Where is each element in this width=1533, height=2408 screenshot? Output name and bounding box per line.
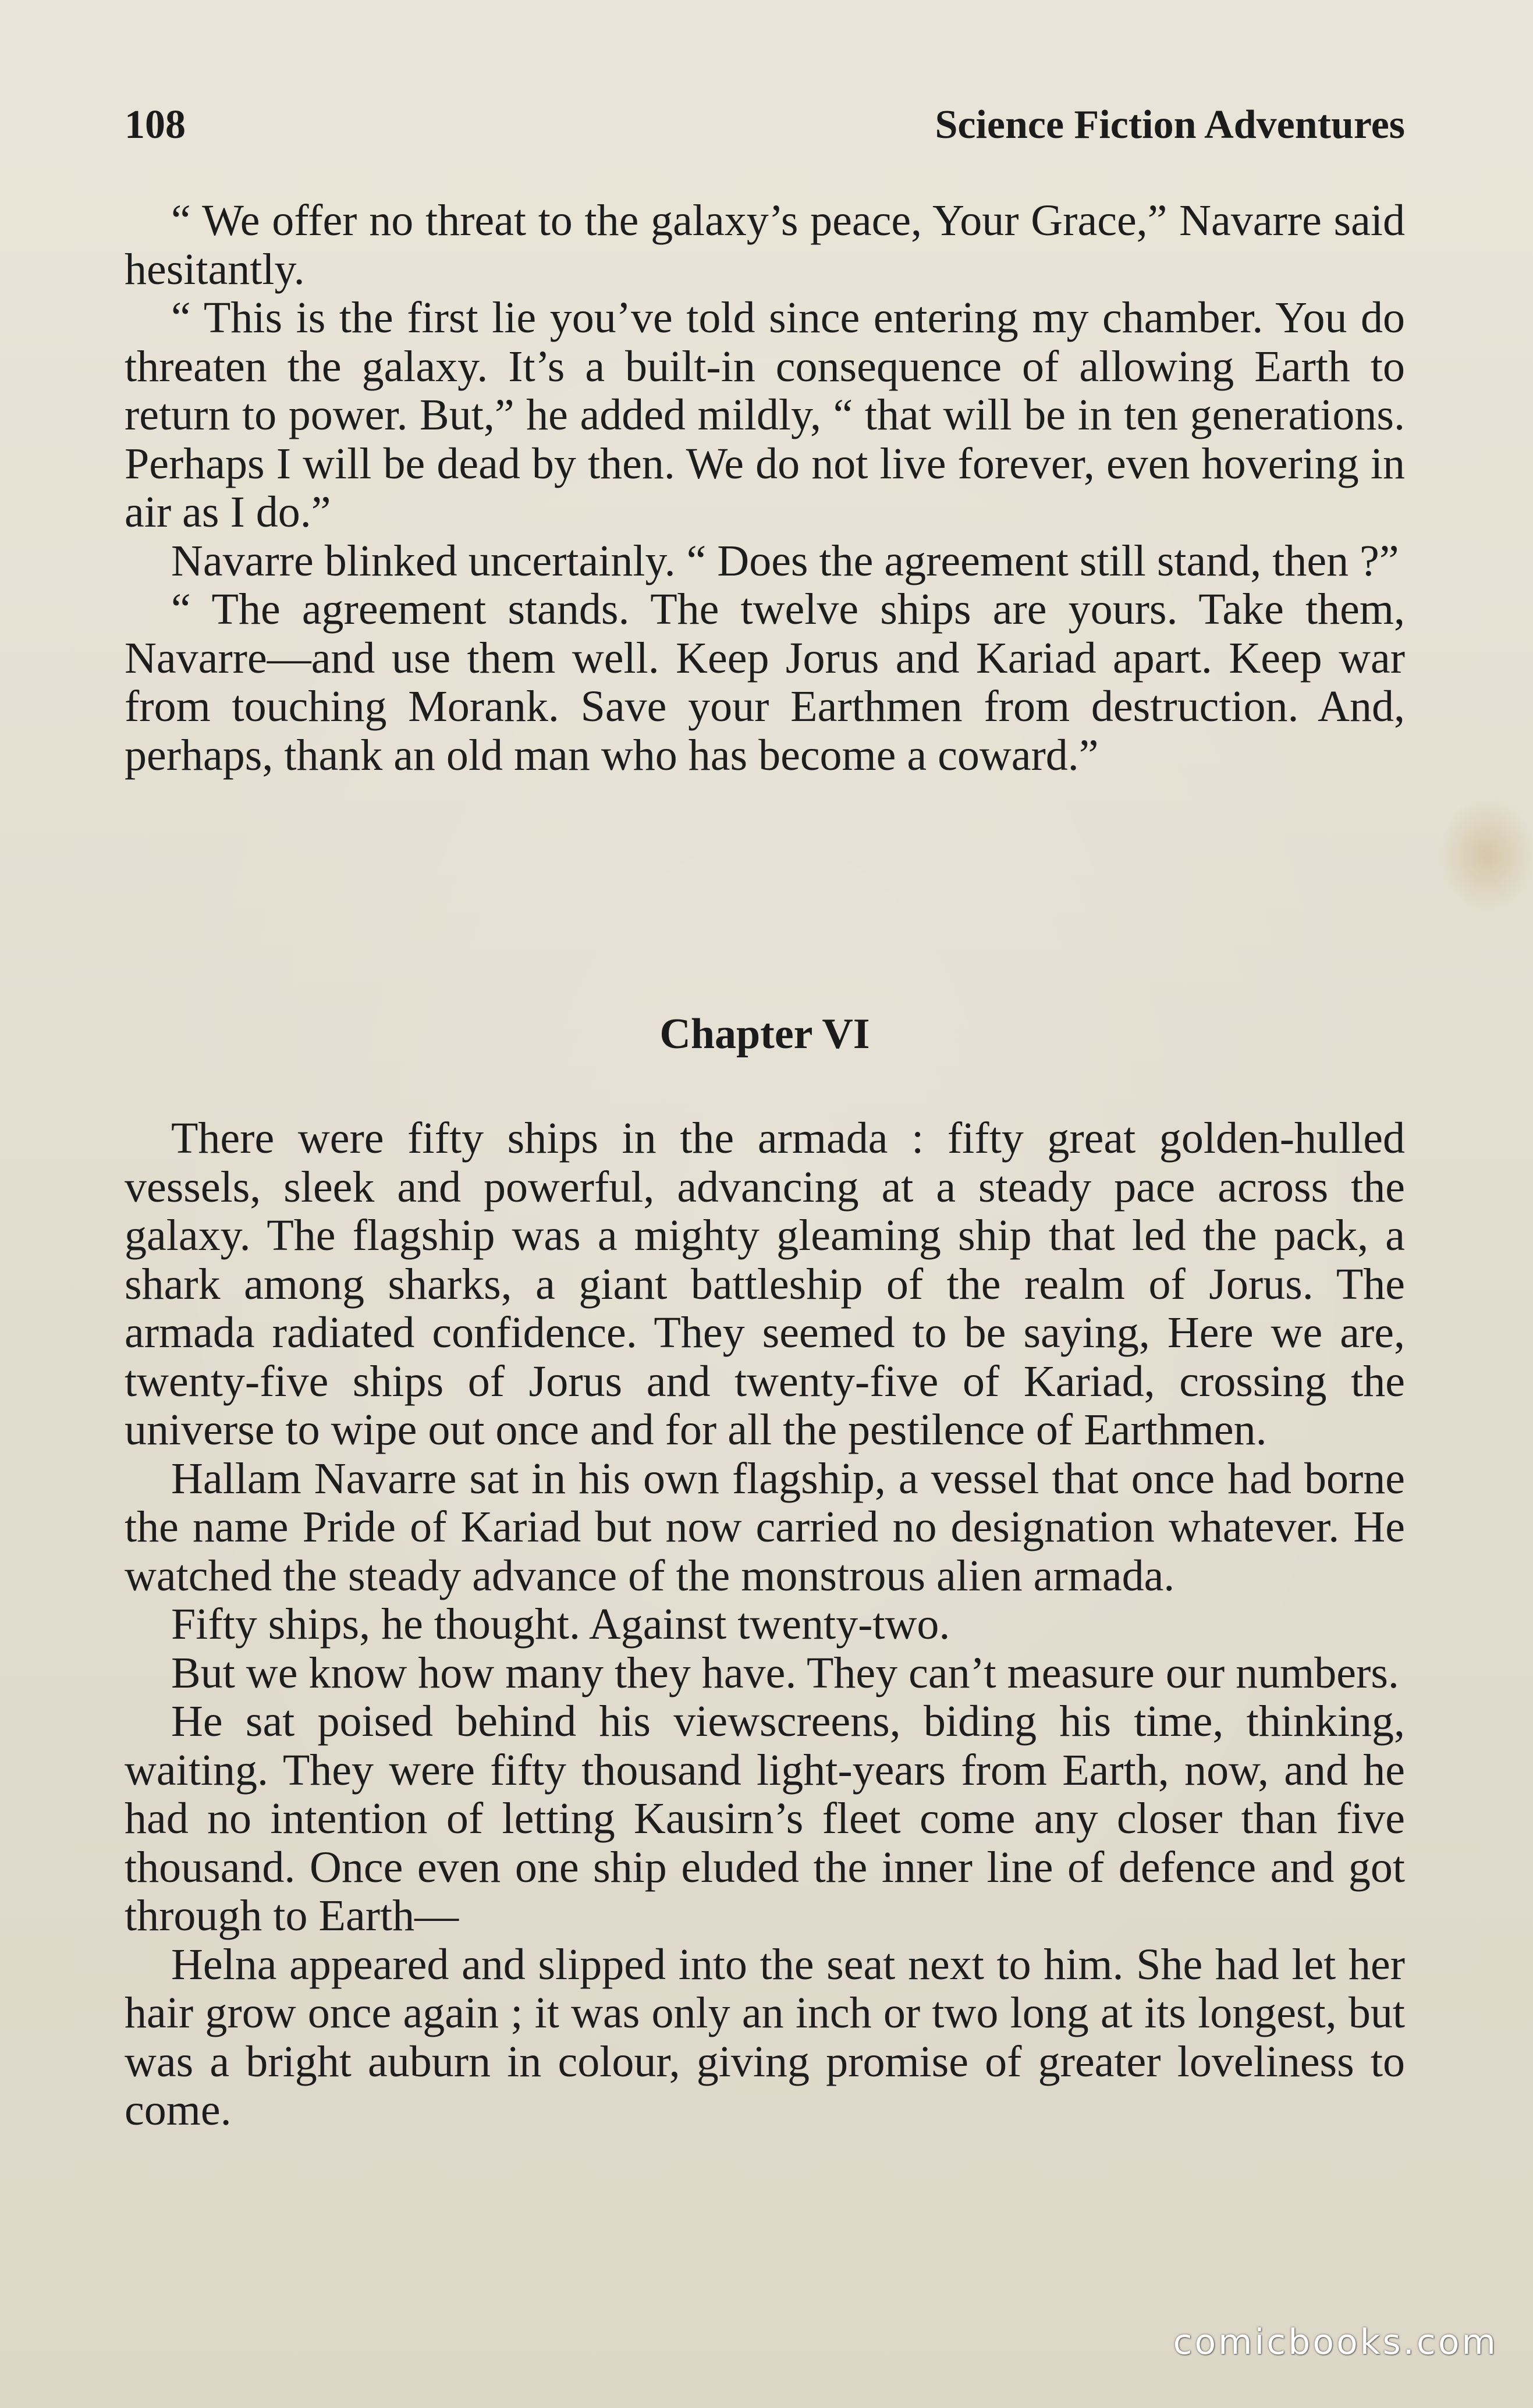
paragraph: Fifty ships, he thought. Against twenty-two. [171,1600,950,1649]
paragraph: But we know how many they have. They can’t measure our numbers. [171,1648,1399,1697]
paragraph: Hallam Navarre sat in his own flagship, a vessel that once had borne the name Pride of Kariad but now carried no designation whatever. He watched the steady advance of the monstrous alien armada. [125,1454,1405,1600]
paragraph: “ The agreement stands. The twelve ships are yours. Take them, Navarre—and use them well. Keep Jorus and Kariad apart. Keep war from touching Morank. Save your Earthmen from destruction. And, perhaps, thank an old man who has become a coward.” [125,585,1405,780]
paragraph: “ We offer no threat to the galaxy’s peace, Your Grace,” Navarre said hesitantly. [125,196,1405,294]
paragraph: Helna appeared and slipped into the seat next to him. She had let her hair grow once again ; it was only an inch or two long at its longest, but was a bright auburn in colour, giving promise of greater loveliness to come. [125,1940,1405,2134]
running-head: Science Fiction Adventures [935,102,1405,147]
page-stain [1438,797,1533,914]
site-watermark: comicbooks.com [1173,2322,1498,2363]
page-number: 108 [125,102,186,147]
paragraph: Navarre blinked uncertainly. “ Does the agreement still stand, then ?” [171,536,1399,585]
page-header [125,102,1405,166]
text-section-1 [125,197,1405,780]
text-section-2 [125,1114,1405,2135]
paragraph: “ This is the first lie you’ve told since entering my chamber. You do threaten the galaxy. It’s a built-in consequence of allowing Earth to return to power. But,” he added mildly, “ that will be in ten generations. Perhaps I will be dead by then. We do not live forever, even hovering in air as I do.” [125,293,1405,537]
paragraph: He sat poised behind his viewscreens, biding his time, thinking, waiting. They were fifty thousand light-years from Earth, now, and he had no intention of letting Kausirn’s fleet come any closer than five thousand. Once even one ship eluded the inner line of defence and got through to Earth— [125,1697,1405,1940]
paragraph: There were fifty ships in the armada : fifty great golden-hulled vessels, sleek and powerful, advancing at a steady pace across the galaxy. The flagship was a mighty gleaming ship that led the pack, a shark among sharks, a giant battleship of the realm of Jorus. The armada radiated confidence. They seemed to be saying, Here we are, twenty-five ships of Jorus and twenty-five of Kariad, crossing the universe to wipe out once and for all the pestilence of Earthmen. [125,1114,1405,1454]
chapter-title: Chapter VI [659,1010,870,1058]
